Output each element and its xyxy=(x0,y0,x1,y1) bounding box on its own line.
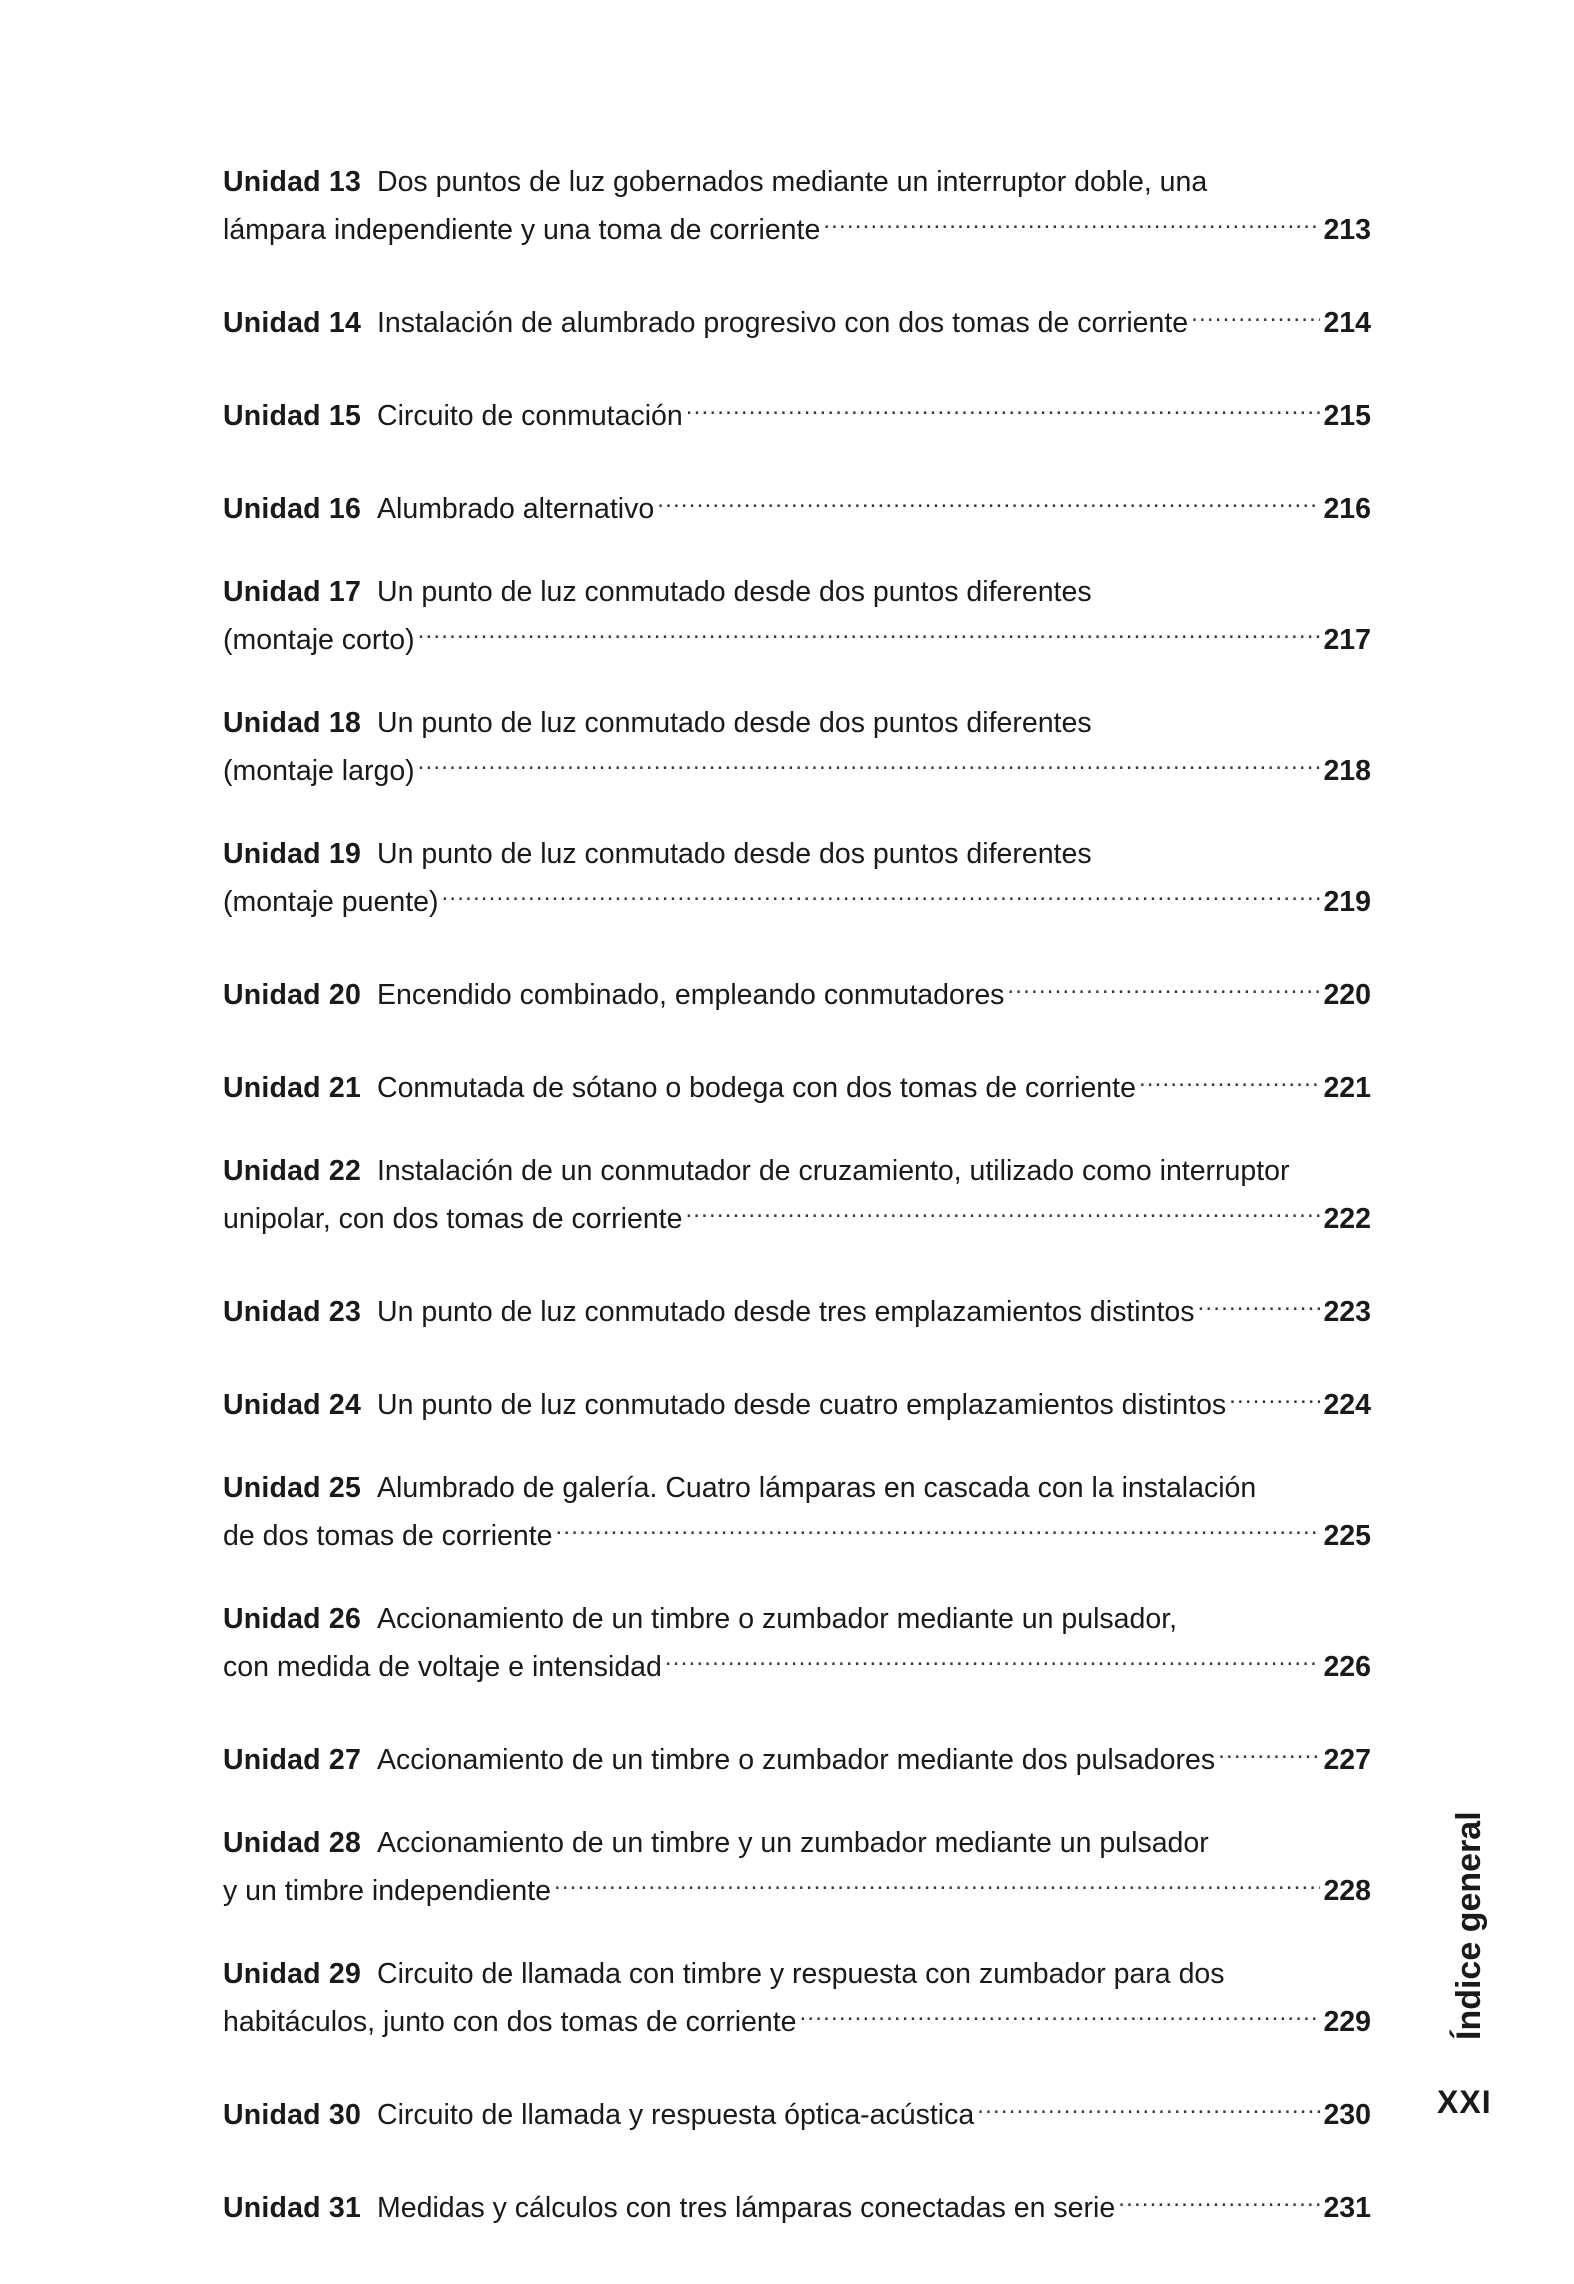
unit-title: Un punto de luz conmutado desde tres emplazamientos distintos xyxy=(377,1296,1195,1328)
leader-dots xyxy=(556,1507,1321,1545)
toc-entry xyxy=(223,1469,1371,1555)
toc-entry-line xyxy=(223,1993,1371,2041)
page-reference: 220 xyxy=(1323,979,1371,1011)
toc-entry xyxy=(223,1152,1371,1238)
toc-entry-line xyxy=(223,1283,1371,1331)
unit-number: Unidad 16 xyxy=(223,493,361,525)
unit-title-continued: con medida de voltaje e intensidad xyxy=(223,1651,662,1683)
unit-title-continued: de dos tomas de corriente xyxy=(223,1520,553,1552)
toc-entry xyxy=(223,1955,1371,2041)
toc-entry-line xyxy=(223,1824,1371,1862)
leader-dots xyxy=(1218,1731,1320,1769)
toc-entry xyxy=(223,966,1371,1014)
leader-dots xyxy=(1229,1376,1320,1414)
unit-title: Alumbrado alternativo xyxy=(377,493,655,525)
toc-entry-line xyxy=(223,966,1371,1014)
unit-number: Unidad 22 xyxy=(223,1155,361,1187)
toc-entry-line xyxy=(223,1376,1371,1424)
unit-number: Unidad 28 xyxy=(223,1827,361,1859)
unit-title: Alumbrado de galería. Cuatro lámparas en cascada con la instalación xyxy=(377,1472,1257,1504)
toc-entry-line xyxy=(223,1955,1371,1993)
toc-entry-line xyxy=(223,611,1371,659)
unit-title: Dos puntos de luz gobernados mediante un interruptor doble, una xyxy=(377,166,1208,198)
leader-dots xyxy=(1007,966,1320,1004)
unit-title: Instalación de un conmutador de cruzamiento, utilizado como interruptor xyxy=(377,1155,1290,1187)
page-reference: 223 xyxy=(1323,1296,1371,1328)
toc-entry-line xyxy=(223,480,1371,528)
toc-entry-line xyxy=(223,294,1371,342)
unit-title: Medidas y cálculos con tres lámparas conectadas en serie xyxy=(377,2192,1116,2224)
leader-dots xyxy=(441,873,1320,911)
unit-title: Circuito de llamada y respuesta óptica-acústica xyxy=(377,2099,975,2131)
page-reference: 231 xyxy=(1323,2192,1371,2224)
page-number: XXI xyxy=(1437,2084,1492,2120)
unit-title-continued: y un timbre independiente xyxy=(223,1875,551,1907)
unit-title-continued: lámpara independiente y una toma de corriente xyxy=(223,214,821,246)
toc-entry xyxy=(223,1283,1371,1331)
toc-entry xyxy=(223,573,1371,659)
unit-number: Unidad 25 xyxy=(223,1472,361,1504)
leader-dots xyxy=(1118,2179,1320,2217)
toc-entry-line xyxy=(223,2086,1371,2134)
unit-title: Accionamiento de un timbre o zumbador mediante un pulsador, xyxy=(377,1603,1178,1635)
toc-entry xyxy=(223,1824,1371,1910)
toc-entry-line xyxy=(223,163,1371,201)
page-reference: 215 xyxy=(1323,400,1371,432)
unit-number: Unidad 15 xyxy=(223,400,361,432)
toc-entry-line xyxy=(223,835,1371,873)
toc-entry-line xyxy=(223,1152,1371,1190)
toc-entry-line xyxy=(223,1059,1371,1107)
unit-number: Unidad 13 xyxy=(223,166,361,198)
unit-title: Encendido combinado, empleando conmutadores xyxy=(377,979,1005,1011)
toc-entry xyxy=(223,704,1371,790)
unit-title: Conmutada de sótano o bodega con dos tomas de corriente xyxy=(377,1072,1136,1104)
toc-entry xyxy=(223,163,1371,249)
unit-title: Accionamiento de un timbre o zumbador mediante dos pulsadores xyxy=(377,1744,1216,1776)
unit-number: Unidad 21 xyxy=(223,1072,361,1104)
toc-entry-line xyxy=(223,2179,1371,2227)
unit-number: Unidad 31 xyxy=(223,2192,361,2224)
leader-dots xyxy=(1191,294,1320,332)
unit-title-continued: (montaje corto) xyxy=(223,624,415,656)
toc-entry-line xyxy=(223,1600,1371,1638)
page-reference: 225 xyxy=(1323,1520,1371,1552)
toc-entry xyxy=(223,835,1371,921)
toc-entry xyxy=(223,1600,1371,1686)
unit-title-continued: (montaje largo) xyxy=(223,755,415,787)
toc-entry xyxy=(223,387,1371,435)
unit-title: Accionamiento de un timbre y un zumbador mediante un pulsador xyxy=(377,1827,1209,1859)
page-reference: 213 xyxy=(1323,214,1371,246)
leader-dots xyxy=(685,1190,1320,1228)
page-reference: 216 xyxy=(1323,493,1371,525)
unit-title-continued: (montaje puente) xyxy=(223,886,439,918)
leader-dots xyxy=(418,742,1321,780)
unit-number: Unidad 19 xyxy=(223,838,361,870)
toc-entry xyxy=(223,2179,1371,2227)
unit-title: Instalación de alumbrado progresivo con dos tomas de corriente xyxy=(377,307,1189,339)
unit-title: Un punto de luz conmutado desde dos puntos diferentes xyxy=(377,576,1092,608)
unit-number: Unidad 30 xyxy=(223,2099,361,2131)
unit-number: Unidad 29 xyxy=(223,1958,361,1990)
leader-dots xyxy=(554,1862,1320,1900)
leader-dots xyxy=(977,2086,1320,2124)
unit-title: Circuito de conmutación xyxy=(377,400,683,432)
toc-entry-line xyxy=(223,387,1371,435)
toc-entry-line xyxy=(223,742,1371,790)
unit-number: Unidad 20 xyxy=(223,979,361,1011)
unit-number: Unidad 23 xyxy=(223,1296,361,1328)
leader-dots xyxy=(657,480,1320,518)
unit-number: Unidad 26 xyxy=(223,1603,361,1635)
table-of-contents xyxy=(223,163,1371,2272)
page-reference: 228 xyxy=(1323,1875,1371,1907)
unit-title: Un punto de luz conmutado desde dos puntos diferentes xyxy=(377,838,1092,870)
unit-number: Unidad 18 xyxy=(223,707,361,739)
toc-entry-line xyxy=(223,201,1371,249)
unit-number: Unidad 17 xyxy=(223,576,361,608)
leader-dots xyxy=(800,1993,1321,2031)
toc-entry xyxy=(223,1376,1371,1424)
page-reference: 219 xyxy=(1323,886,1371,918)
unit-title-continued: habitáculos, junto con dos tomas de corriente xyxy=(223,2006,797,2038)
toc-entry-line xyxy=(223,704,1371,742)
leader-dots xyxy=(1197,1283,1320,1321)
toc-entry-line xyxy=(223,1862,1371,1910)
toc-entry-line xyxy=(223,573,1371,611)
unit-number: Unidad 27 xyxy=(223,1744,361,1776)
page-reference: 217 xyxy=(1323,624,1371,656)
toc-entry xyxy=(223,294,1371,342)
page-reference: 226 xyxy=(1323,1651,1371,1683)
leader-dots xyxy=(418,611,1321,649)
unit-number: Unidad 14 xyxy=(223,307,361,339)
toc-entry-line xyxy=(223,1638,1371,1686)
section-side-label: Índice general xyxy=(1450,1811,1488,2040)
leader-dots xyxy=(823,201,1320,239)
page-reference: 214 xyxy=(1323,307,1371,339)
page-reference: 221 xyxy=(1323,1072,1371,1104)
leader-dots xyxy=(665,1638,1321,1676)
page-reference: 227 xyxy=(1323,1744,1371,1776)
unit-title-continued: unipolar, con dos tomas de corriente xyxy=(223,1203,683,1235)
page-reference: 229 xyxy=(1323,2006,1371,2038)
toc-entry xyxy=(223,1731,1371,1779)
unit-title: Circuito de llamada con timbre y respuesta con zumbador para dos xyxy=(377,1958,1225,1990)
leader-dots xyxy=(686,387,1321,425)
toc-entry-line xyxy=(223,1507,1371,1555)
toc-entry xyxy=(223,480,1371,528)
toc-entry-line xyxy=(223,1469,1371,1507)
toc-entry-line xyxy=(223,873,1371,921)
toc-entry-line xyxy=(223,1190,1371,1238)
unit-title: Un punto de luz conmutado desde dos puntos diferentes xyxy=(377,707,1092,739)
toc-entry-line xyxy=(223,1731,1371,1779)
leader-dots xyxy=(1139,1059,1321,1097)
page-reference: 222 xyxy=(1323,1203,1371,1235)
page-reference: 230 xyxy=(1323,2099,1371,2131)
unit-title: Un punto de luz conmutado desde cuatro emplazamientos distintos xyxy=(377,1389,1227,1421)
toc-entry xyxy=(223,1059,1371,1107)
toc-entry xyxy=(223,2086,1371,2134)
page-reference: 218 xyxy=(1323,755,1371,787)
page-reference: 224 xyxy=(1323,1389,1371,1421)
unit-number: Unidad 24 xyxy=(223,1389,361,1421)
